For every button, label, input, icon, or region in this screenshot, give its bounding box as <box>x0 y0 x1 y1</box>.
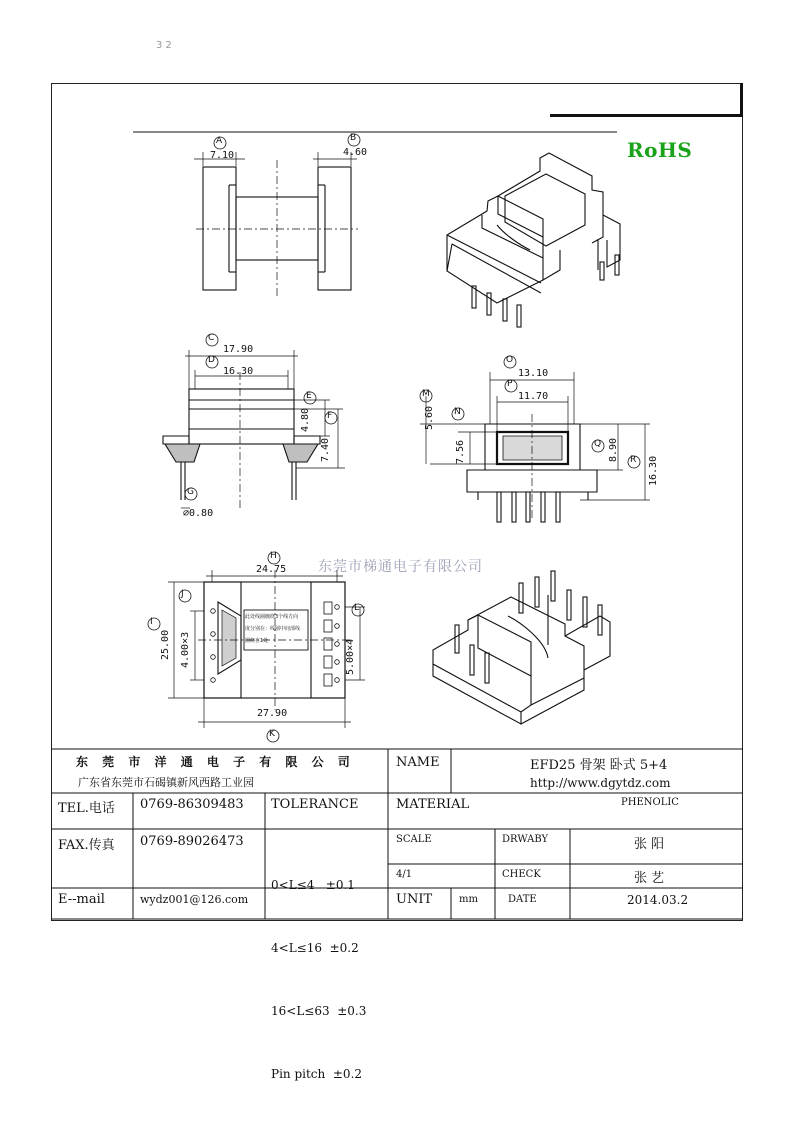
dim-l: 5.00×4 <box>345 638 356 675</box>
dim-f: 7.40 <box>320 437 331 462</box>
front-view <box>163 350 345 510</box>
tolerance-row: 0<L≤4 ±0.1 <box>271 878 355 892</box>
dim-i: 25.00 <box>160 629 171 660</box>
scale-label: SCALE <box>396 834 432 845</box>
iso-view-top-pins <box>472 255 619 327</box>
callout-label-c: C <box>208 333 215 343</box>
callout-label-q: Q <box>594 439 602 449</box>
callout-label-f: F <box>327 411 333 421</box>
tolerance-row: 4<L≤16 ±0.2 <box>271 941 359 955</box>
tolerance-label: TOLERANCE <box>271 797 359 812</box>
dim-q: 8.90 <box>608 437 619 462</box>
date-value: 2014.03.2 <box>627 893 689 907</box>
material-label: MATERIAL <box>396 797 470 812</box>
tolerance-row: 16<L≤63 ±0.3 <box>271 1004 367 1018</box>
part-name: EFD25 骨架 卧式 5+4 <box>530 758 668 773</box>
dim-m: 5.60 <box>424 405 435 430</box>
company-address: 广东省东莞市石碣镇新风西路工业园 <box>78 776 254 789</box>
dim-j: 4.00×3 <box>180 631 191 668</box>
dim-o: 13.10 <box>518 368 549 379</box>
dim-p: 11.70 <box>518 391 549 402</box>
tel-label: TEL.电话 <box>58 801 115 816</box>
scale-value: 4/1 <box>396 869 413 880</box>
drawn-by-value: 张 阳 <box>634 837 665 852</box>
name-label: NAME <box>396 755 440 770</box>
material-value: PHENOLIC <box>621 797 679 808</box>
tolerance-list <box>271 833 366 1127</box>
check-value: 张 艺 <box>634 871 665 886</box>
iso-view-top <box>447 153 620 327</box>
check-label: CHECK <box>502 869 541 880</box>
rohs-mark: RoHS <box>627 138 693 162</box>
fax-value: 0769-89026473 <box>140 834 244 849</box>
dim-d: 16.30 <box>223 366 254 377</box>
iso-view-bottom <box>433 571 610 724</box>
callout-label-j: J <box>181 589 184 599</box>
callout-label-b: B <box>350 133 357 143</box>
side-view-pins <box>497 492 560 522</box>
callout-label-e: E <box>306 391 312 401</box>
drawn-by-label: DRWABY <box>502 834 549 845</box>
company-name: 东 莞 市 洋 通 电 子 有 限 公 司 <box>76 755 355 769</box>
email-value[interactable]: wydz001@126.com <box>140 893 249 906</box>
callout-label-m: M <box>422 389 430 399</box>
callout-label-o: O <box>506 355 514 365</box>
winding-note-line: 度分别在：线圈中间部线 <box>245 626 301 632</box>
unit-value: mm <box>459 894 478 905</box>
dim-k: 27.90 <box>257 708 288 719</box>
callout-label-l: L <box>354 603 360 613</box>
dim-a: 7.10 <box>210 150 235 161</box>
winding-note-line: 圈绕在1处 <box>245 638 269 644</box>
dim-b: 4.60 <box>343 147 368 158</box>
callout-label-n: N <box>454 407 461 417</box>
header-mark: 3 2 <box>156 40 172 51</box>
winding-note-line: 此处线圈缠绕3个线方向 <box>245 614 299 620</box>
unit-label: UNIT <box>396 892 433 907</box>
date-label: DATE <box>508 894 537 905</box>
dim-g: ⌀0.80 <box>183 508 214 519</box>
top-view <box>194 152 358 297</box>
fax-label: FAX.传真 <box>58 838 115 853</box>
email-label: E--mail <box>58 892 105 907</box>
tel-value: 0769-86309483 <box>140 797 244 812</box>
callout-label-i: I <box>150 617 153 627</box>
callout-label-a: A <box>216 136 223 146</box>
bottom-view <box>168 570 365 728</box>
dim-h: 24.75 <box>256 564 287 575</box>
website-link[interactable]: http://www.dgytdz.com <box>530 776 671 790</box>
winding-note <box>245 611 307 649</box>
dim-r: 16.30 <box>648 455 659 486</box>
callout-label-d: D <box>208 355 215 365</box>
callout-label-g: G <box>187 487 194 497</box>
callout-label-p: P <box>507 379 513 389</box>
dim-e: 4.80 <box>300 407 311 432</box>
tolerance-row: Pin pitch ±0.2 <box>271 1067 363 1081</box>
callout-label-h: H <box>270 551 277 561</box>
dim-c: 17.90 <box>223 344 254 355</box>
dim-n: 7.56 <box>455 439 466 464</box>
company-watermark: 东莞市梯通电子有限公司 <box>318 559 483 575</box>
callout-label-k: K <box>269 729 275 739</box>
callout-label-r: R <box>630 455 637 465</box>
